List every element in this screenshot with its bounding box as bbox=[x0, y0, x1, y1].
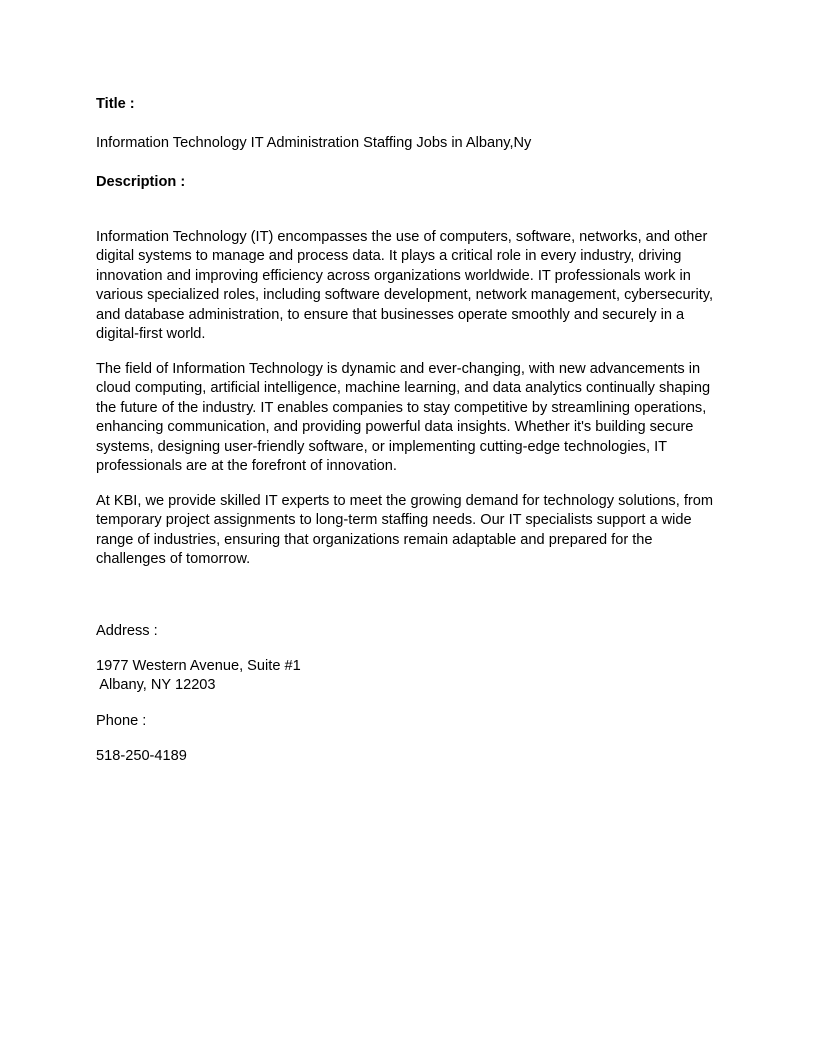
paragraph-line: digital-first world. bbox=[96, 326, 206, 343]
paragraph-line: Information Technology (IT) encompasses the use of computers, software, networks, and other bbox=[96, 229, 708, 245]
paragraph-line: various specialized roles, including software development, network management, cybersecurity, bbox=[96, 287, 714, 304]
title-value: Information Technology IT Administration Staffing Jobs in Albany,Ny bbox=[96, 135, 532, 151]
title-label: Title : bbox=[96, 96, 135, 112]
paragraph-line: innovation and improving efficiency across organizations worldwide. IT professionals work in bbox=[96, 267, 691, 284]
paragraph-line: professionals are at the forefront of innovation. bbox=[96, 458, 397, 475]
phone-label: Phone : bbox=[96, 713, 147, 729]
paragraph-line: temporary project assignments to long-term staffing needs. Our IT specialists support a wide bbox=[96, 512, 692, 529]
paragraph-line: digital systems to manage and process data. It plays a critical role in every industry, driving bbox=[96, 248, 682, 265]
address-block bbox=[96, 657, 726, 696]
paragraph-line: systems, designing user-friendly software, or implementing cutting-edge technologies, IT bbox=[96, 438, 668, 455]
paragraph-line: enhancing communication, and providing powerful data insights. Whether it's building secure bbox=[96, 419, 694, 436]
description-label: Description : bbox=[96, 174, 186, 190]
address-line-2: Albany, NY 12203 bbox=[96, 677, 216, 694]
paragraph-line: cloud computing, artificial intelligence, machine learning, and data analytics continually shaping bbox=[96, 380, 711, 397]
paragraph-line: and database administration, to ensure that businesses operate smoothly and securely in a bbox=[96, 306, 685, 323]
paragraph-line: challenges of tomorrow. bbox=[96, 551, 251, 568]
paragraph-line: range of industries, ensuring that organizations remain adaptable and prepared for the bbox=[96, 531, 653, 548]
description-paragraph-1 bbox=[96, 228, 726, 344]
phone-value: 518-250-4189 bbox=[96, 748, 187, 764]
description-paragraph-3 bbox=[96, 492, 726, 570]
paragraph-line: the future of the industry. IT enables companies to stay competitive by streamlining operations, bbox=[96, 399, 707, 416]
paragraph-line: The field of Information Technology is dynamic and ever-changing, with new advancements in bbox=[96, 361, 701, 377]
address-line-1: 1977 Western Avenue, Suite #1 bbox=[96, 658, 301, 674]
paragraph-line: At KBI, we provide skilled IT experts to meet the growing demand for technology solutions, from bbox=[96, 493, 714, 509]
description-paragraph-2 bbox=[96, 360, 726, 476]
address-label: Address : bbox=[96, 623, 158, 639]
